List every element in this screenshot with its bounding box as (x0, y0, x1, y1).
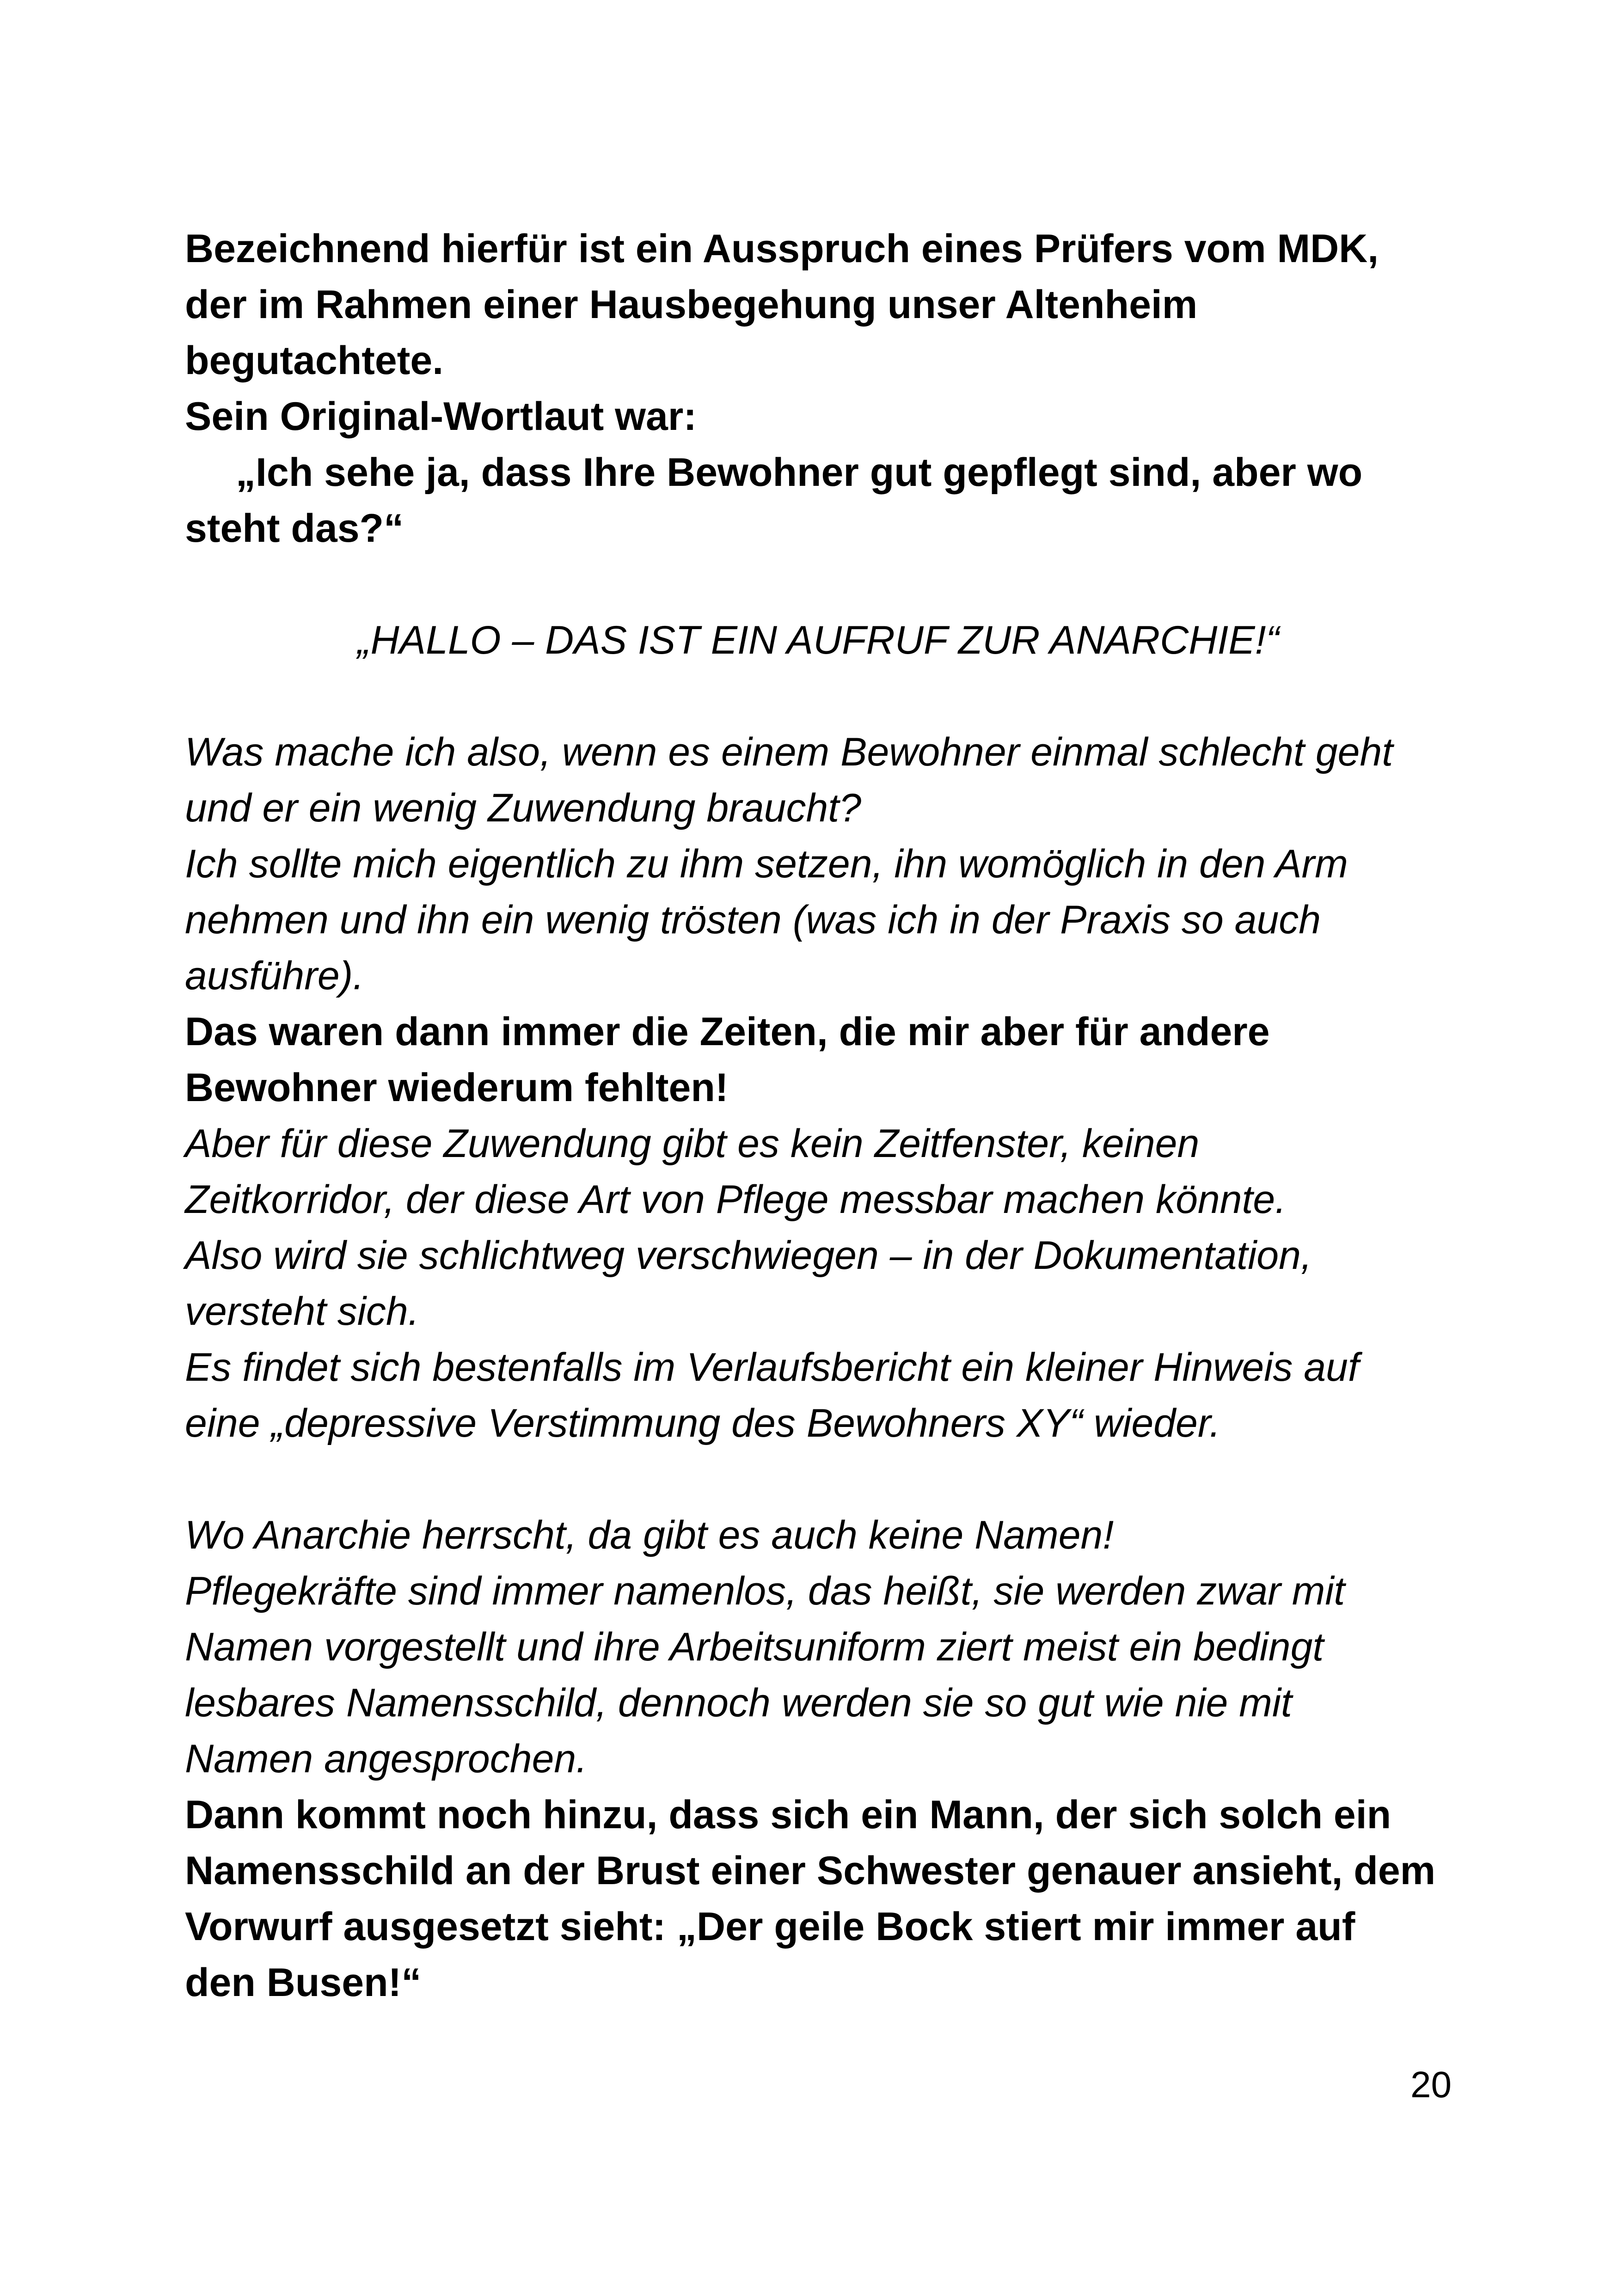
page-number: 20 (1410, 2064, 1452, 2105)
paragraph-gap (185, 557, 1452, 612)
text-line: eine „depressive Verstimmung des Bewohners XY“ wieder. (185, 1401, 1221, 1445)
text-line: Sein Original-Wortlaut war: (185, 394, 697, 439)
text-line: Also wird sie schlichtweg verschwiegen – in der Dokumentation, (185, 1233, 1312, 1278)
text-line: Das waren dann immer die Zeiten, die mir aber für andere (185, 1010, 1270, 1054)
paragraph-gap (185, 668, 1452, 724)
text-line: begutachtete. (185, 338, 444, 383)
text-line: ausführe). (185, 954, 364, 998)
quote-line: steht das?“ (185, 506, 404, 551)
text-line: Namen vorgestellt und ihre Arbeitsuniform ziert meist ein bedingt (185, 1625, 1324, 1669)
text-line: Es findet sich bestenfalls im Verlaufsbericht ein kleiner Hinweis auf (185, 1345, 1359, 1390)
paragraph-gap (185, 1451, 1452, 1507)
text-line: der im Rahmen einer Hausbegehung unser Altenheim (185, 282, 1198, 327)
text-line: Bezeichnend hierfür ist ein Ausspruch eines Prüfers vom MDK, (185, 227, 1379, 271)
text-line: Was mache ich also, wenn es einem Bewohner einmal schlecht geht (185, 730, 1393, 774)
document-page (185, 221, 1452, 2011)
text-line: lesbares Namensschild, dennoch werden sie so gut wie nie mit (185, 1681, 1292, 1725)
text-line: Aber für diese Zuwendung gibt es kein Zeitfenster, keinen (185, 1121, 1200, 1166)
text-line: versteht sich. (185, 1289, 419, 1334)
text-line: den Busen!“ (185, 1960, 422, 2005)
quote-line: „Ich sehe ja, dass Ihre Bewohner gut gepflegt sind, aber wo (236, 450, 1363, 495)
centered-exclamation: „HALLO – DAS IST EIN AUFRUF ZUR ANARCHIE!“ (357, 618, 1280, 662)
text-line: Namen angesprochen. (185, 1737, 588, 1781)
text-line: Bewohner wiederum fehlten! (185, 1065, 729, 1110)
text-line: Pflegekräfte sind immer namenlos, das heißt, sie werden zwar mit (185, 1569, 1345, 1613)
text-line: Zeitkorridor, der diese Art von Pflege messbar machen könnte. (185, 1177, 1287, 1222)
text-line: und er ein wenig Zuwendung braucht? (185, 786, 862, 830)
text-line: Vorwurf ausgesetzt sieht: „Der geile Bock stiert mir immer auf (185, 1904, 1355, 1949)
text-line: Namensschild an der Brust einer Schwester genauer ansieht, dem (185, 1849, 1436, 1893)
text-line: nehmen und ihn ein wenig trösten (was ich in der Praxis so auch (185, 898, 1321, 942)
text-line: Ich sollte mich eigentlich zu ihm setzen, ihn womöglich in den Arm (185, 842, 1348, 886)
text-line: Wo Anarchie herrscht, da gibt es auch keine Namen! (185, 1513, 1114, 1557)
text-line: Dann kommt noch hinzu, dass sich ein Mann, der sich solch ein (185, 1793, 1391, 1837)
